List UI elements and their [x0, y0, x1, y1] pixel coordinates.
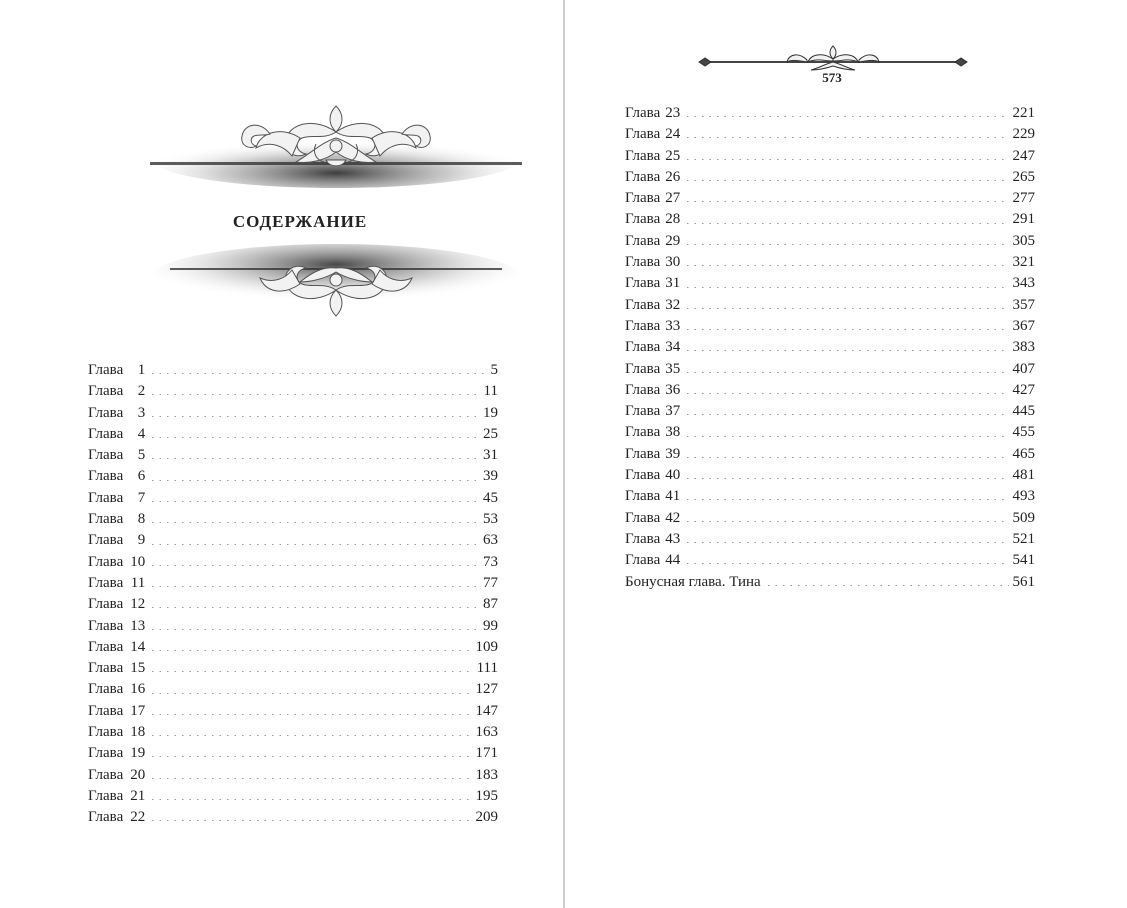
dot-leader — [684, 265, 1008, 266]
toc-entry[interactable] — [88, 509, 498, 530]
dot-leader — [149, 501, 479, 502]
chapter-number: 26 — [665, 168, 681, 185]
toc-page-number: 5 — [490, 362, 498, 378]
dot-leader — [684, 542, 1008, 543]
chapter-number: 37 — [665, 403, 681, 420]
toc-page-number: 521 — [1012, 530, 1035, 547]
chapter-word: Глава — [88, 766, 124, 783]
toc-entry-label — [625, 486, 680, 507]
chapter-word: Глава — [625, 381, 661, 398]
toc-list-left — [88, 360, 498, 829]
dot-leader — [149, 437, 479, 438]
toc-entry-label — [625, 465, 680, 486]
toc-page-number: 63 — [483, 532, 498, 549]
dot-leader — [149, 522, 479, 523]
contents-heading: СОДЕРЖАНИЕ — [232, 212, 368, 231]
toc-entry-label — [88, 594, 145, 615]
chapter-number: 5 — [137, 447, 146, 464]
toc-entry-label — [625, 401, 680, 422]
toc-page-number: 171 — [475, 745, 498, 762]
chapter-number: 3 — [137, 404, 146, 421]
chapter-word: Глава — [625, 424, 661, 441]
toc-entry-label — [625, 422, 680, 443]
chapter-word: Глава — [88, 745, 124, 762]
dot-leader — [684, 414, 1008, 415]
toc-entry-label — [88, 658, 145, 679]
toc-entry[interactable] — [625, 167, 1035, 188]
dot-leader — [149, 629, 479, 630]
chapter-number: 39 — [665, 445, 681, 462]
toc-page-number: 291 — [1012, 211, 1035, 228]
chapter-word: Глава — [625, 317, 661, 334]
chapter-number: 19 — [130, 745, 146, 762]
toc-entry-label — [88, 786, 145, 807]
toc-page-number: 11 — [483, 383, 498, 400]
toc-entry-label — [88, 466, 145, 487]
chapter-number: 18 — [130, 724, 146, 741]
chapter-number: 15 — [130, 660, 146, 677]
toc-entry[interactable] — [88, 360, 498, 381]
toc-entry-label — [88, 424, 145, 445]
chapter-word: Глава — [88, 362, 124, 378]
chapter-number: 24 — [665, 126, 681, 143]
chapter-number: 43 — [665, 530, 681, 547]
chapter-word: Глава — [88, 617, 124, 634]
toc-page-number: 321 — [1012, 254, 1035, 271]
toc-entry[interactable] — [625, 508, 1035, 529]
toc-page-number: 53 — [483, 511, 498, 528]
toc-entry[interactable] — [625, 422, 1035, 443]
chapter-word: Бонусная глава. Тина — [625, 573, 761, 590]
chapter-number: 13 — [130, 617, 146, 634]
dot-leader — [684, 478, 1008, 479]
toc-page-number: 509 — [1012, 509, 1035, 526]
toc-page-number: 305 — [1012, 232, 1035, 249]
toc-entry-label — [88, 637, 145, 658]
dot-leader — [149, 820, 471, 821]
toc-entry[interactable] — [625, 316, 1035, 337]
toc-page-number: 221 — [1012, 105, 1035, 121]
toc-page-number: 561 — [1012, 573, 1035, 590]
toc-entry[interactable] — [88, 701, 498, 722]
toc-entry[interactable] — [625, 465, 1035, 486]
toc-page-number: 445 — [1012, 403, 1035, 420]
toc-entry[interactable] — [88, 381, 498, 402]
toc-page-number: 183 — [475, 766, 498, 783]
toc-page-number: 265 — [1012, 168, 1035, 185]
toc-page-number: 163 — [475, 724, 498, 741]
toc-entry[interactable] — [88, 488, 498, 509]
chapter-number: 27 — [665, 190, 681, 207]
toc-page-number: 427 — [1012, 381, 1035, 398]
chapter-number: 28 — [665, 211, 681, 228]
toc-entry[interactable] — [625, 231, 1035, 252]
toc-entry[interactable] — [88, 637, 498, 658]
chapter-number: 8 — [137, 511, 146, 528]
toc-entry-label — [625, 529, 680, 550]
chapter-word: Глава — [625, 339, 661, 356]
dot-leader — [149, 458, 479, 459]
toc-entry-label — [625, 146, 680, 167]
chapter-number: 11 — [130, 574, 146, 591]
dot-leader — [765, 585, 1009, 586]
toc-entry[interactable] — [88, 616, 498, 637]
toc-entry-label — [625, 337, 680, 358]
toc-entry-label — [88, 743, 145, 764]
dot-leader — [684, 457, 1008, 458]
toc-entry[interactable] — [625, 529, 1035, 550]
toc-entry-label — [625, 572, 761, 593]
chapter-number: 10 — [130, 553, 146, 570]
toc-entry[interactable] — [88, 573, 498, 594]
toc-page-number: 455 — [1012, 424, 1035, 441]
toc-entry-label — [88, 616, 145, 637]
toc-entry[interactable] — [625, 444, 1035, 465]
dot-leader — [149, 373, 486, 374]
toc-entry-label — [88, 701, 145, 722]
chapter-word: Глава — [88, 638, 124, 655]
toc-entry[interactable] — [88, 445, 498, 466]
toc-entry-label — [88, 381, 145, 402]
chapter-word: Глава — [625, 275, 661, 292]
toc-entry-label — [625, 124, 680, 145]
toc-entry-label — [88, 552, 145, 573]
toc-page-number: 111 — [476, 660, 498, 677]
chapter-word: Глава — [88, 574, 124, 591]
dot-leader — [684, 499, 1008, 500]
toc-entry-label — [88, 403, 145, 424]
toc-entry-label — [625, 188, 680, 209]
chapter-word: Глава — [88, 787, 124, 804]
chapter-word: Глава — [625, 211, 661, 228]
toc-entry[interactable] — [88, 786, 498, 807]
chapter-number: 20 — [130, 766, 146, 783]
chapter-word: Глава — [88, 809, 124, 826]
dot-leader — [149, 756, 471, 757]
dot-leader — [149, 671, 472, 672]
dot-leader — [149, 480, 479, 481]
toc-page-number: 407 — [1012, 360, 1035, 377]
toc-entry[interactable] — [625, 380, 1035, 401]
toc-entry-label — [88, 530, 145, 551]
dot-leader — [149, 586, 479, 587]
right-page — [565, 0, 1127, 908]
running-head-ornament-icon — [697, 42, 969, 72]
toc-entry-label — [625, 380, 680, 401]
toc-page-number: 99 — [483, 617, 498, 634]
dot-leader — [149, 544, 479, 545]
chapter-word: Глава — [625, 105, 661, 121]
toc-page-number: 77 — [483, 574, 498, 591]
chapter-word: Глава — [625, 232, 661, 249]
toc-entry-label — [625, 103, 680, 124]
toc-entry-label — [625, 252, 680, 273]
dot-leader — [684, 180, 1008, 181]
chapter-number: 16 — [130, 681, 146, 698]
chapter-number: 7 — [137, 489, 146, 506]
toc-page-number: 367 — [1012, 317, 1035, 334]
chapter-word: Глава — [88, 511, 124, 528]
toc-entry[interactable] — [88, 807, 498, 828]
toc-entry[interactable] — [88, 403, 498, 424]
chapter-number: 32 — [665, 296, 681, 313]
chapter-word: Глава — [88, 489, 124, 506]
toc-page-number: 73 — [483, 553, 498, 570]
chapter-number: 30 — [665, 254, 681, 271]
chapter-number: 14 — [130, 638, 146, 655]
toc-entry-label — [88, 679, 145, 700]
toc-page-number: 229 — [1012, 126, 1035, 143]
dot-leader — [684, 393, 1008, 394]
chapter-number: 6 — [137, 468, 146, 485]
chapter-word: Глава — [625, 126, 661, 143]
chapter-word: Глава — [88, 447, 124, 464]
dot-leader — [684, 521, 1008, 522]
toc-entry-label — [88, 488, 145, 509]
page-number: 573 — [822, 70, 842, 85]
top-flourish-ornament-icon — [150, 98, 522, 188]
toc-page-number: 25 — [483, 425, 498, 442]
toc-page-number: 195 — [475, 787, 498, 804]
toc-entry[interactable] — [625, 188, 1035, 209]
chapter-word: Глава — [625, 403, 661, 420]
dot-leader — [149, 565, 479, 566]
dot-leader — [684, 372, 1008, 373]
toc-page-number: 493 — [1012, 488, 1035, 505]
chapter-number: 29 — [665, 232, 681, 249]
toc-entry[interactable] — [625, 146, 1035, 167]
chapter-word: Глава — [88, 553, 124, 570]
dot-leader — [149, 693, 471, 694]
chapter-word: Глава — [625, 488, 661, 505]
toc-entry[interactable] — [625, 401, 1035, 422]
toc-page-number: 147 — [475, 702, 498, 719]
chapter-word: Глава — [625, 168, 661, 185]
chapter-word: Глава — [88, 702, 124, 719]
chapter-number: 35 — [665, 360, 681, 377]
toc-entry-bonus[interactable] — [625, 572, 1035, 593]
chapter-word: Глава — [625, 254, 661, 271]
toc-entry[interactable] — [625, 486, 1035, 507]
dot-leader — [684, 350, 1008, 351]
toc-entry[interactable] — [625, 295, 1035, 316]
dot-leader — [684, 116, 1008, 117]
dot-leader — [684, 287, 1008, 288]
dot-leader — [149, 394, 479, 395]
left-page — [0, 0, 563, 908]
chapter-word: Глава — [88, 660, 124, 677]
dot-leader — [684, 563, 1008, 564]
toc-page-number: 481 — [1012, 467, 1035, 484]
toc-page-number: 87 — [483, 596, 498, 613]
toc-entry-label — [88, 509, 145, 530]
chapter-number: 42 — [665, 509, 681, 526]
toc-entry-label — [625, 167, 680, 188]
chapter-number: 36 — [665, 381, 681, 398]
chapter-word: Глава — [625, 530, 661, 547]
toc-list-right — [625, 103, 1035, 593]
chapter-number: 21 — [130, 787, 146, 804]
dot-leader — [149, 735, 471, 736]
chapter-number: 9 — [137, 532, 146, 549]
dot-leader — [149, 714, 471, 715]
chapter-number: 12 — [130, 596, 146, 613]
toc-page-number: 19 — [483, 404, 498, 421]
dot-leader — [684, 137, 1008, 138]
chapter-number: 22 — [130, 809, 146, 826]
dot-leader — [684, 223, 1008, 224]
toc-page-number: 383 — [1012, 339, 1035, 356]
chapter-word: Глава — [88, 532, 124, 549]
chapter-number: 34 — [665, 339, 681, 356]
toc-entry[interactable] — [625, 337, 1035, 358]
dot-leader — [684, 159, 1008, 160]
dot-leader — [149, 607, 479, 608]
toc-entry[interactable] — [88, 552, 498, 573]
chapter-word: Глава — [625, 509, 661, 526]
chapter-number: 31 — [665, 275, 681, 292]
toc-entry-label — [88, 573, 145, 594]
chapter-word: Глава — [625, 445, 661, 462]
chapter-word: Глава — [625, 190, 661, 207]
toc-entry[interactable] — [88, 594, 498, 615]
toc-entry[interactable] — [88, 722, 498, 743]
chapter-word: Глава — [625, 360, 661, 377]
toc-entry[interactable] — [88, 466, 498, 487]
toc-entry-label — [88, 807, 145, 828]
dot-leader — [684, 436, 1008, 437]
toc-entry-label — [625, 359, 680, 380]
toc-entry[interactable] — [625, 103, 1035, 124]
toc-entry[interactable] — [625, 273, 1035, 294]
dot-leader — [149, 416, 479, 417]
dot-leader — [149, 778, 471, 779]
chapter-word: Глава — [88, 681, 124, 698]
toc-page-number: 45 — [483, 489, 498, 506]
chapter-number: 38 — [665, 424, 681, 441]
chapter-number: 23 — [665, 105, 681, 121]
toc-entry-label — [625, 209, 680, 230]
bottom-flourish-ornament-icon — [150, 238, 522, 328]
toc-entry[interactable] — [88, 743, 498, 764]
toc-entry-label — [625, 231, 680, 252]
toc-entry[interactable] — [625, 124, 1035, 145]
toc-entry[interactable] — [625, 550, 1035, 571]
chapter-word: Глава — [625, 296, 661, 313]
toc-entry-label — [625, 316, 680, 337]
chapter-number: 40 — [665, 467, 681, 484]
chapter-word: Глава — [625, 552, 661, 569]
toc-page-number: 541 — [1012, 552, 1035, 569]
toc-entry-label — [88, 765, 145, 786]
toc-page-number: 39 — [483, 468, 498, 485]
toc-entry-label — [625, 295, 680, 316]
toc-page-number: 209 — [475, 809, 498, 826]
chapter-word: Глава — [88, 468, 124, 485]
toc-entry[interactable] — [88, 765, 498, 786]
chapter-number: 4 — [137, 425, 146, 442]
toc-page-number: 31 — [483, 447, 498, 464]
dot-leader — [149, 799, 471, 800]
dot-leader — [149, 650, 471, 651]
toc-entry-label — [625, 508, 680, 529]
dot-leader — [684, 308, 1008, 309]
dot-leader — [684, 244, 1008, 245]
dot-leader — [684, 329, 1008, 330]
toc-entry-label — [88, 722, 145, 743]
chapter-word: Глава — [88, 404, 124, 421]
toc-entry[interactable] — [88, 424, 498, 445]
toc-entry[interactable] — [625, 359, 1035, 380]
chapter-number: 1 — [137, 362, 146, 378]
toc-page-number: 109 — [475, 638, 498, 655]
chapter-word: Глава — [88, 383, 124, 400]
toc-page-number: 465 — [1012, 445, 1035, 462]
chapter-word: Глава — [88, 596, 124, 613]
chapter-number: 44 — [665, 552, 681, 569]
chapter-number: 41 — [665, 488, 681, 505]
toc-entry-label — [625, 273, 680, 294]
toc-page-number: 247 — [1012, 147, 1035, 164]
chapter-number: 33 — [665, 317, 681, 334]
chapter-number: 25 — [665, 147, 681, 164]
toc-entry-label — [88, 360, 145, 381]
toc-entry-label — [625, 550, 680, 571]
chapter-number: 2 — [137, 383, 146, 400]
toc-entry-label — [88, 445, 145, 466]
toc-entry[interactable] — [88, 679, 498, 700]
toc-entry[interactable] — [625, 252, 1035, 273]
toc-page-number: 357 — [1012, 296, 1035, 313]
chapter-word: Глава — [625, 147, 661, 164]
dot-leader — [684, 201, 1008, 202]
chapter-number: 17 — [130, 702, 146, 719]
toc-page-number: 127 — [475, 681, 498, 698]
chapter-word: Глава — [625, 467, 661, 484]
toc-entry[interactable] — [88, 530, 498, 551]
chapter-word: Глава — [88, 425, 124, 442]
toc-entry[interactable] — [88, 658, 498, 679]
toc-entry-label — [625, 444, 680, 465]
toc-page-number: 277 — [1012, 190, 1035, 207]
chapter-word: Глава — [88, 724, 124, 741]
toc-page-number: 343 — [1012, 275, 1035, 292]
toc-entry[interactable] — [625, 209, 1035, 230]
